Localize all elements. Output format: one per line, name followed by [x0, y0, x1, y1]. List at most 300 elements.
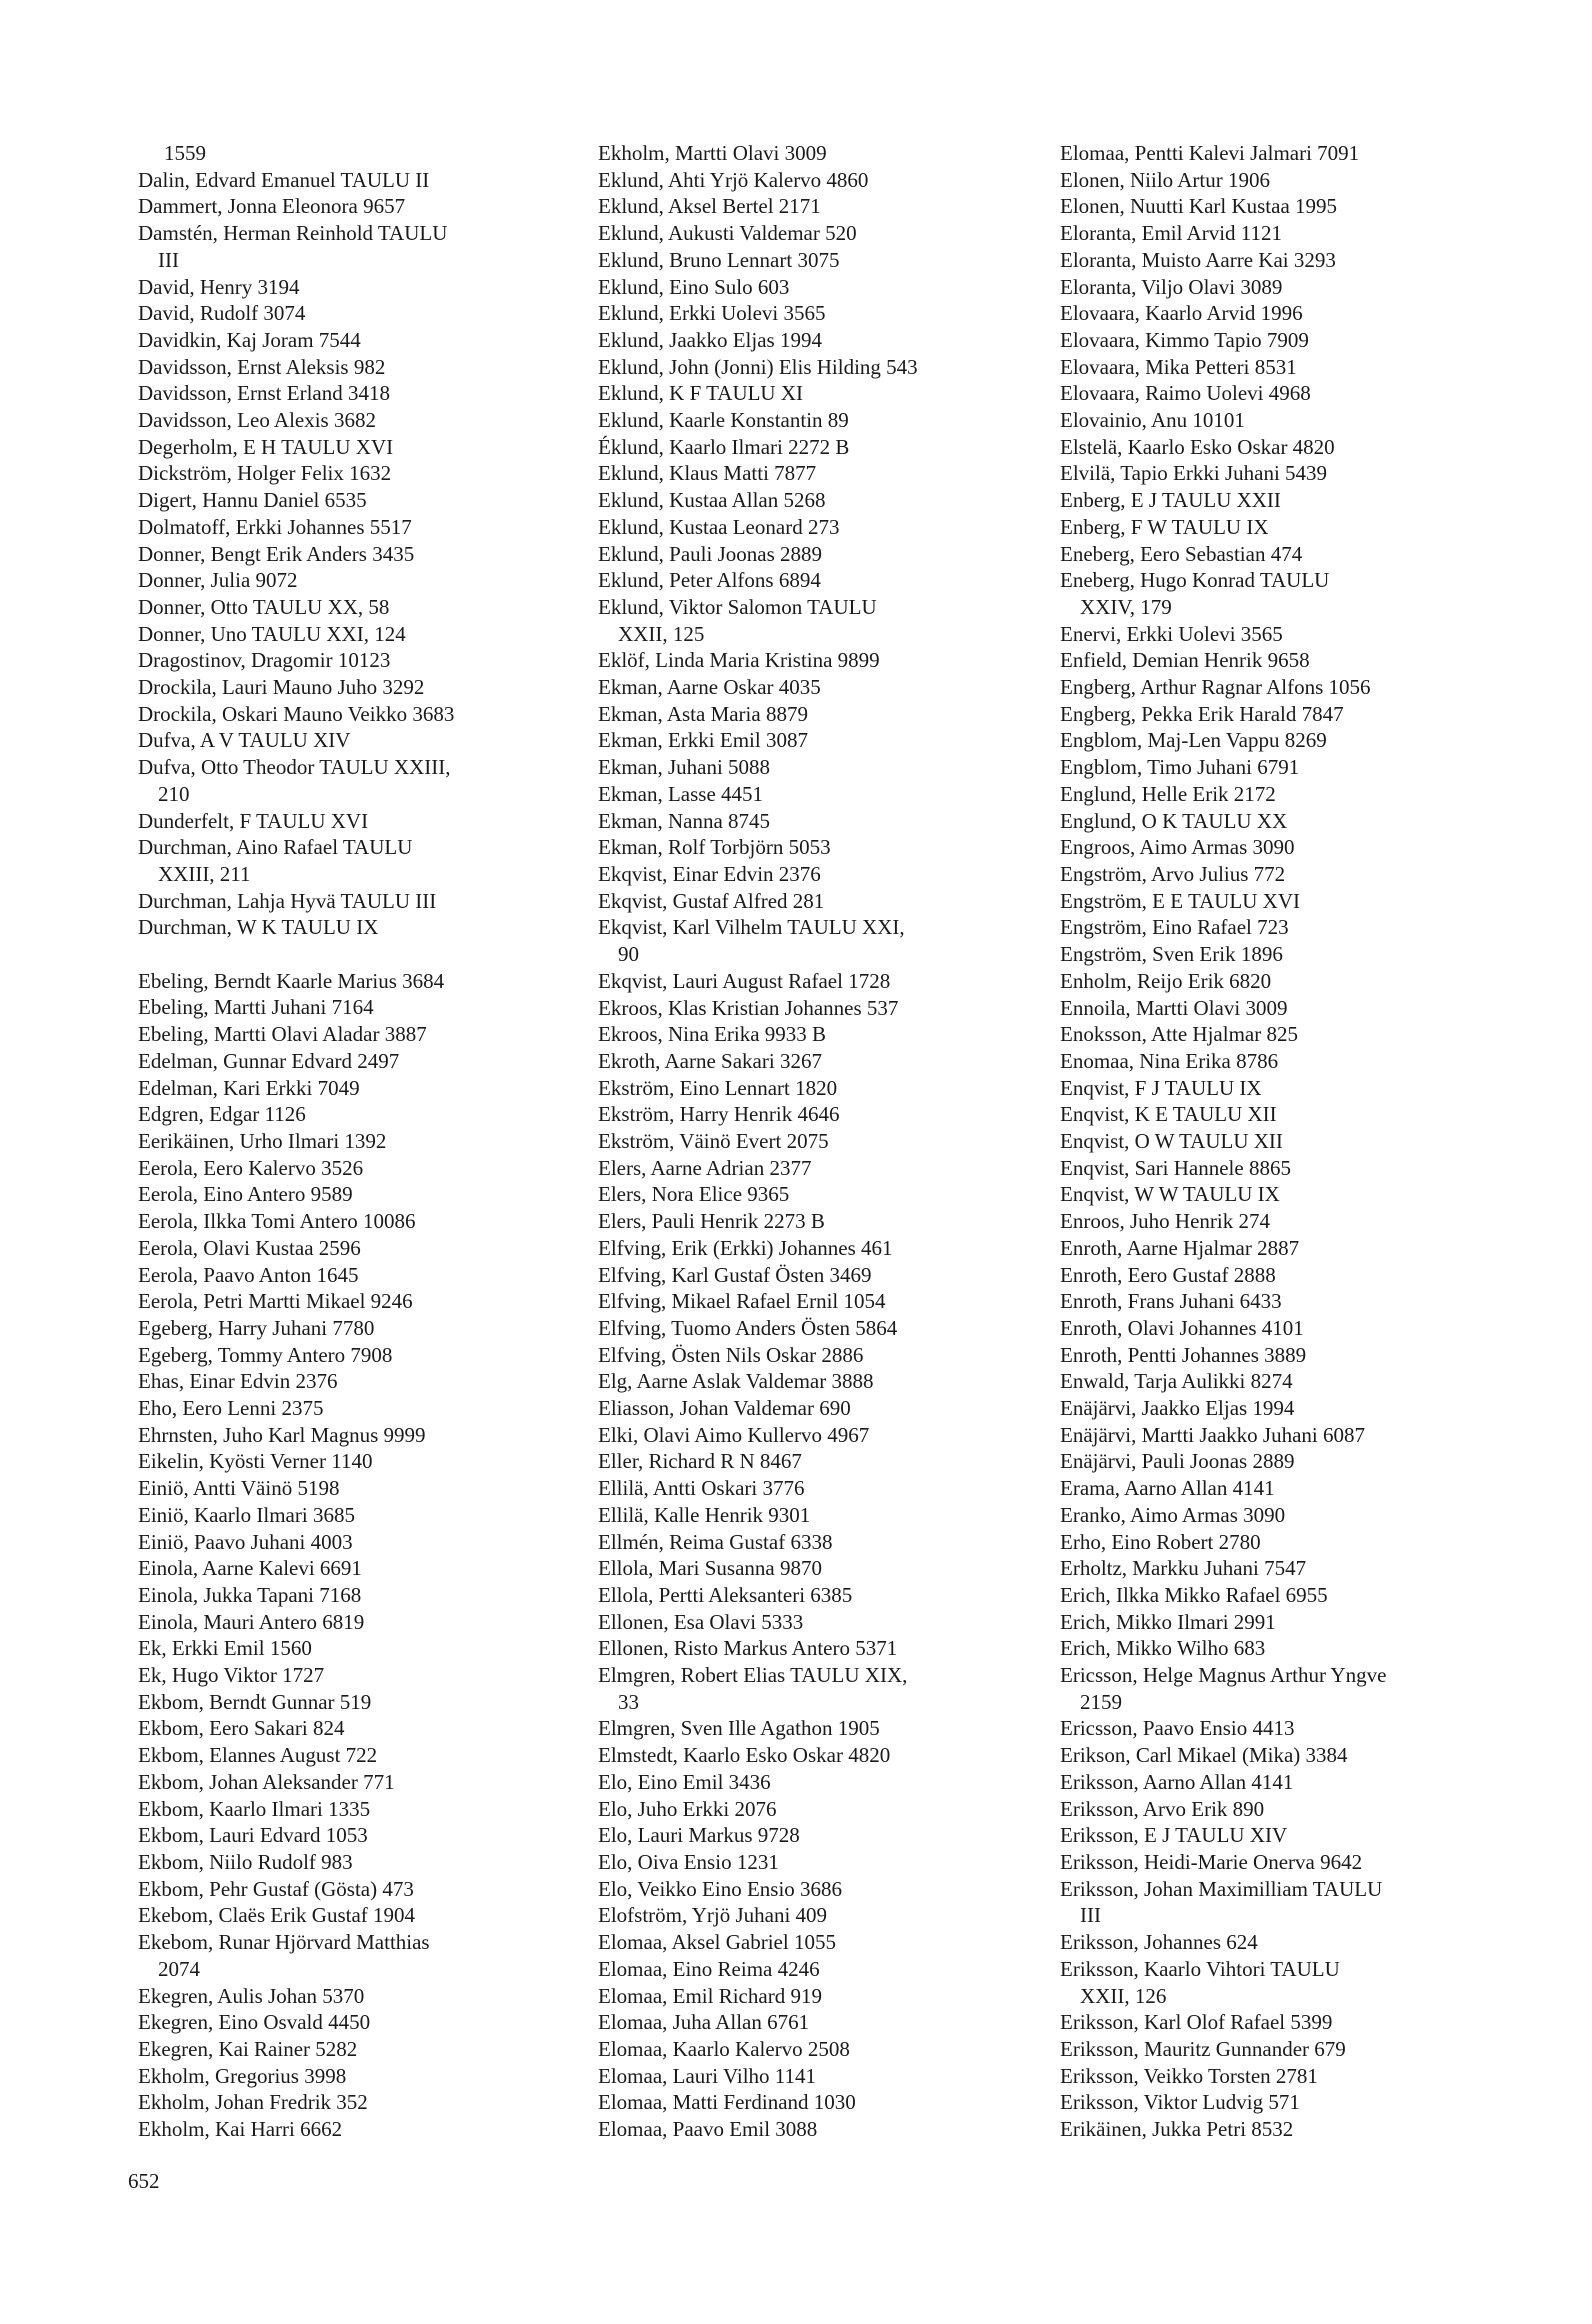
entries-column-2 — [598, 140, 1028, 2143]
index-entry — [1060, 1529, 1490, 1556]
entry-text: Ekman, Nanna 8745 — [598, 808, 771, 833]
entry-text: Ebeling, Martti Olavi Aladar 3887 — [138, 1022, 427, 1047]
index-entry — [138, 1662, 568, 1689]
page-number: 652 — [128, 2169, 160, 2193]
entry-text: Eklund, Peter Alfons 6894 — [598, 568, 821, 593]
entry-text: Durchman, Lahja Hyvä TAULU III — [138, 888, 437, 913]
index-entry — [138, 274, 568, 301]
index-entry — [138, 888, 568, 915]
entry-text: Elovaara, Raimo Uolevi 4968 — [1060, 381, 1311, 406]
entry-continuation: XXIII, 211 — [158, 861, 251, 886]
index-entry — [598, 1582, 1028, 1609]
entry-text: Elers, Pauli Henrik 2273 B — [598, 1209, 825, 1234]
entry-text: Eranko, Aimo Armas 3090 — [1060, 1502, 1286, 1527]
index-entry — [1060, 834, 1490, 861]
entry-text: Engström, E E TAULU XVI — [1060, 888, 1300, 913]
entry-text: Engblom, Timo Juhani 6791 — [1060, 755, 1300, 780]
index-entry — [1060, 1822, 1490, 1849]
index-entry — [1060, 1929, 1490, 1956]
index-entry — [138, 407, 568, 434]
index-entry — [1060, 2063, 1490, 2090]
entry-text: Ellilä, Kalle Henrik 9301 — [598, 1502, 811, 1527]
index-entry — [1060, 167, 1490, 194]
index-entry — [598, 1849, 1028, 1876]
index-entry — [1060, 1368, 1490, 1395]
index-entry — [1060, 1609, 1490, 1636]
entry-text: Eriksson, Viktor Ludvig 571 — [1060, 2090, 1300, 2115]
entry-text: Eklund, Kaarle Konstantin 89 — [598, 408, 849, 433]
entry-text: Éklund, Kaarlo Ilmari 2272 B — [598, 434, 850, 459]
index-entry — [138, 914, 568, 941]
entry-text: Enfield, Demian Henrik 9658 — [1060, 648, 1310, 673]
entry-text: Ekroos, Klas Kristian Johannes 537 — [598, 995, 899, 1020]
index-entry — [1060, 567, 1490, 620]
index-entry — [598, 1983, 1028, 2010]
index-entry — [1060, 1635, 1490, 1662]
entry-text: Einiö, Antti Väinö 5198 — [138, 1476, 340, 1501]
index-entry — [138, 1582, 568, 1609]
entry-text: Dickström, Holger Felix 1632 — [138, 461, 392, 486]
index-entry — [138, 1902, 568, 1929]
entry-text: Einola, Jukka Tapani 7168 — [138, 1582, 362, 1607]
entry-text: Enberg, E J TAULU XXII — [1060, 488, 1281, 513]
index-entry — [1060, 1128, 1490, 1155]
index-entry — [1060, 914, 1490, 941]
entry-text: Eklund, Kustaa Allan 5268 — [598, 488, 826, 513]
index-entry — [598, 2009, 1028, 2036]
index-entry — [138, 594, 568, 621]
index-entry — [598, 354, 1028, 381]
entry-text: Ekström, Eino Lennart 1820 — [598, 1075, 838, 1100]
entry-text: Elki, Olavi Aimo Kullervo 4967 — [598, 1422, 870, 1447]
index-entry — [138, 1983, 568, 2010]
entry-text: Ehas, Einar Edvin 2376 — [138, 1369, 338, 1394]
entry-text: Erikäinen, Jukka Petri 8532 — [1060, 2117, 1294, 2142]
index-entry — [598, 1021, 1028, 1048]
index-entry — [1060, 1235, 1490, 1262]
index-entry — [1060, 460, 1490, 487]
entry-text: Eriksson, Arvo Erik 890 — [1060, 1796, 1265, 1821]
entry-text: Eklund, Aksel Bertel 2171 — [598, 194, 821, 219]
index-entry — [598, 1742, 1028, 1769]
entry-text: Engblom, Maj-Len Vappu 8269 — [1060, 728, 1327, 753]
index-entry — [138, 567, 568, 594]
index-entry — [598, 754, 1028, 781]
entry-text: Eriksson, Veikko Torsten 2781 — [1060, 2063, 1318, 2088]
index-entry — [1060, 274, 1490, 301]
entry-text: Degerholm, E H TAULU XVI — [138, 434, 394, 459]
index-entry — [598, 460, 1028, 487]
index-entry — [138, 1288, 568, 1315]
entry-text: Ellilä, Antti Oskari 3776 — [598, 1476, 805, 1501]
index-entry — [1060, 727, 1490, 754]
index-entry — [138, 434, 568, 461]
entries-column-3 — [1060, 140, 1490, 2143]
index-entry — [598, 1475, 1028, 1502]
entry-text: Eklund, Pauli Joonas 2889 — [598, 541, 822, 566]
entry-text: Davidsson, Ernst Aleksis 982 — [138, 354, 386, 379]
entry-text: Enholm, Reijo Erik 6820 — [1060, 968, 1272, 993]
entry-text: Ellonen, Esa Olavi 5333 — [598, 1609, 804, 1634]
index-entry — [598, 647, 1028, 674]
entry-text: Engström, Sven Erik 1896 — [1060, 942, 1283, 967]
entry-text: Enroth, Olavi Johannes 4101 — [1060, 1315, 1304, 1340]
index-entry — [1060, 1742, 1490, 1769]
index-entry — [1060, 2116, 1490, 2143]
entry-text: Enwald, Tarja Aulikki 8274 — [1060, 1369, 1293, 1394]
entry-text: Ekström, Harry Henrik 4646 — [598, 1102, 840, 1127]
entry-text: Dammert, Jonna Eleonora 9657 — [138, 194, 406, 219]
entry-text: Englund, Helle Erik 2172 — [1060, 781, 1276, 806]
index-entry — [1060, 487, 1490, 514]
entry-text: Ekman, Rolf Torbjörn 5053 — [598, 835, 831, 860]
entry-text: Donner, Bengt Erik Anders 3435 — [138, 541, 415, 566]
index-entry — [598, 220, 1028, 247]
entry-text: Elfving, Tuomo Anders Östen 5864 — [598, 1315, 898, 1340]
index-entry — [598, 888, 1028, 915]
index-entry — [598, 380, 1028, 407]
entry-text: Edelman, Gunnar Edvard 2497 — [138, 1048, 400, 1073]
entry-text: Eriksson, Johannes 624 — [1060, 1930, 1258, 1955]
index-entry — [138, 1422, 568, 1449]
index-entry — [138, 1021, 568, 1048]
entry-text: Edelman, Kari Erkki 7049 — [138, 1075, 360, 1100]
entry-continuation: XXIV, 179 — [1080, 594, 1172, 619]
index-entry — [1060, 1101, 1490, 1128]
entry-text: Enomaa, Nina Erika 8786 — [1060, 1048, 1279, 1073]
index-entry — [138, 2009, 568, 2036]
entry-text: Elofström, Yrjö Juhani 409 — [598, 1903, 828, 1928]
index-entry — [138, 1262, 568, 1289]
index-entry — [598, 914, 1028, 967]
index-entry — [1060, 1956, 1490, 2009]
index-entry — [598, 1395, 1028, 1422]
index-entry — [1060, 220, 1490, 247]
index-entry — [1060, 354, 1490, 381]
index-entry — [1060, 1288, 1490, 1315]
entry-text: Enqvist, O W TAULU XII — [1060, 1129, 1283, 1154]
index-entry — [1060, 193, 1490, 220]
index-entry — [1060, 1021, 1490, 1048]
entry-text: Ekbom, Berndt Gunnar 519 — [138, 1689, 372, 1714]
index-entry — [138, 460, 568, 487]
entry-text: Davidsson, Leo Alexis 3682 — [138, 408, 376, 433]
index-entry — [138, 674, 568, 701]
entry-text: Elvilä, Tapio Erkki Juhani 5439 — [1060, 461, 1328, 486]
entry-text: Enäjärvi, Jaakko Eljas 1994 — [1060, 1396, 1295, 1421]
entry-text: Eklund, Klaus Matti 7877 — [598, 461, 817, 486]
entry-text: Ekbom, Johan Aleksander 771 — [138, 1769, 395, 1794]
entry-text: Ekqvist, Einar Edvin 2376 — [598, 861, 821, 886]
index-entry — [1060, 1048, 1490, 1075]
index-entry — [138, 994, 568, 1021]
index-entry — [138, 1475, 568, 1502]
entry-text: Eerola, Petri Martti Mikael 9246 — [138, 1289, 413, 1314]
index-entry — [1060, 1208, 1490, 1235]
index-entry — [138, 1155, 568, 1182]
entry-text: Drockila, Lauri Mauno Juho 3292 — [138, 675, 425, 700]
index-entry — [1060, 1448, 1490, 1475]
index-entry — [598, 1502, 1028, 1529]
entry-text: Enäjärvi, Pauli Joonas 2889 — [1060, 1449, 1295, 1474]
entry-text: Enervi, Erkki Uolevi 3565 — [1060, 621, 1283, 646]
entry-text: Eerola, Eero Kalervo 3526 — [138, 1155, 364, 1180]
entry-text: Eklund, Bruno Lennart 3075 — [598, 247, 840, 272]
entry-text: Eriksson, E J TAULU XIV — [1060, 1823, 1288, 1848]
section-gap — [138, 941, 568, 968]
entry-text: Elomaa, Lauri Vilho 1141 — [598, 2063, 817, 2088]
entry-text: Ellola, Pertti Aleksanteri 6385 — [598, 1582, 853, 1607]
entry-text: Ekholm, Kai Harri 6662 — [138, 2117, 343, 2142]
entry-text: Elmstedt, Kaarlo Esko Oskar 4820 — [598, 1743, 891, 1768]
index-entry — [598, 1609, 1028, 1636]
entry-text: Eriksson, Karl Olof Rafael 5399 — [1060, 2010, 1333, 2035]
entry-text: Enroth, Frans Juhani 6433 — [1060, 1289, 1282, 1314]
entry-text: Elovaara, Kaarlo Arvid 1996 — [1060, 301, 1303, 326]
entry-continuation: 33 — [618, 1689, 639, 1714]
entry-text: Ekbom, Niilo Rudolf 983 — [138, 1849, 353, 1874]
entry-text: Elonen, Nuutti Karl Kustaa 1995 — [1060, 194, 1338, 219]
index-entry — [138, 1448, 568, 1475]
index-entry — [138, 754, 568, 807]
entry-text: David, Henry 3194 — [138, 274, 300, 299]
index-entry — [598, 2116, 1028, 2143]
index-entry — [598, 167, 1028, 194]
entry-text: Elovaara, Mika Petteri 8531 — [1060, 354, 1297, 379]
entry-text: Ekebom, Runar Hjörvard Matthias — [138, 1930, 430, 1955]
entry-text: Dolmatoff, Erkki Johannes 5517 — [138, 514, 412, 539]
entry-text: Elomaa, Matti Ferdinand 1030 — [598, 2090, 856, 2115]
entry-text: Enqvist, F J TAULU IX — [1060, 1075, 1262, 1100]
index-entry — [598, 1662, 1028, 1715]
entry-text: Einola, Mauri Antero 6819 — [138, 1609, 365, 1634]
entry-text: Eklund, Jaakko Eljas 1994 — [598, 327, 822, 352]
entry-text: Engström, Arvo Julius 772 — [1060, 861, 1286, 886]
entry-text: Eloranta, Emil Arvid 1121 — [1060, 221, 1283, 246]
index-entry — [1060, 2009, 1490, 2036]
entry-text: Einiö, Kaarlo Ilmari 3685 — [138, 1502, 355, 1527]
entry-text: Eklund, John (Jonni) Elis Hilding 543 — [598, 354, 918, 379]
entry-text: Eklund, Aukusti Valdemar 520 — [598, 221, 857, 246]
index-entry — [1060, 1075, 1490, 1102]
entry-text: Ekebom, Claës Erik Gustaf 1904 — [138, 1903, 416, 1928]
entry-text: Ekqvist, Gustaf Alfred 281 — [598, 888, 825, 913]
index-entry — [598, 434, 1028, 461]
index-entry — [138, 1689, 568, 1716]
index-entry — [1060, 1155, 1490, 1182]
index-entry — [598, 1048, 1028, 1075]
index-entry — [1060, 1342, 1490, 1369]
index-entry — [598, 674, 1028, 701]
entry-text: Dalin, Edvard Emanuel TAULU II — [138, 167, 430, 192]
entry-text: Donner, Uno TAULU XXI, 124 — [138, 621, 406, 646]
entry-text: Engberg, Arthur Ragnar Alfons 1056 — [1060, 675, 1371, 700]
index-entry — [598, 1368, 1028, 1395]
index-entry — [598, 1956, 1028, 1983]
index-entry — [138, 968, 568, 995]
index-entry — [138, 2036, 568, 2063]
entry-text: Enqvist, K E TAULU XII — [1060, 1102, 1277, 1127]
entry-text: Erho, Eino Robert 2780 — [1060, 1529, 1261, 1554]
entry-text: Dufva, A V TAULU XIV — [138, 728, 351, 753]
entry-text: Dufva, Otto Theodor TAULU XXIII, — [138, 755, 451, 780]
entry-text: Donner, Julia 9072 — [138, 568, 298, 593]
index-entry — [138, 1395, 568, 1422]
index-entry — [598, 1769, 1028, 1796]
index-entry — [1060, 1849, 1490, 1876]
entry-text: Erich, Mikko Ilmari 2991 — [1060, 1609, 1276, 1634]
entry-text: Elmgren, Robert Elias TAULU XIX, — [598, 1663, 908, 1688]
index-entry — [598, 567, 1028, 594]
entry-text: Donner, Otto TAULU XX, 58 — [138, 594, 390, 619]
index-entry — [598, 327, 1028, 354]
entry-text: Ekbom, Lauri Edvard 1053 — [138, 1823, 368, 1848]
entry-text: Ellonen, Risto Markus Antero 5371 — [598, 1636, 898, 1661]
index-entry — [138, 647, 568, 674]
entry-text: Eklöf, Linda Maria Kristina 9899 — [598, 648, 880, 673]
entry-text: Elfving, Karl Gustaf Östen 3469 — [598, 1262, 872, 1287]
index-entry — [138, 1315, 568, 1342]
index-entry — [138, 1822, 568, 1849]
index-entry — [598, 594, 1028, 647]
entry-text: Ekegren, Aulis Johan 5370 — [138, 1983, 365, 2008]
entries-column-1 — [138, 167, 568, 2143]
entry-text: Eloranta, Viljo Olavi 3089 — [1060, 274, 1283, 299]
entry-text: Ek, Erkki Emil 1560 — [138, 1636, 312, 1661]
entry-text: Ekman, Lasse 4451 — [598, 781, 764, 806]
index-entry — [598, 1929, 1028, 1956]
index-entry — [1060, 941, 1490, 968]
entry-text: Eklund, Eino Sulo 603 — [598, 274, 790, 299]
entry-text: Eriksson, Heidi-Marie Onerva 9642 — [1060, 1850, 1363, 1874]
index-entry — [138, 1769, 568, 1796]
index-entry — [138, 1715, 568, 1742]
entry-text: Elfving, Mikael Rafael Ernil 1054 — [598, 1289, 886, 1314]
index-entry — [1060, 781, 1490, 808]
entry-text: Enberg, F W TAULU IX — [1060, 514, 1269, 539]
entry-text: Elmgren, Sven Ille Agathon 1905 — [598, 1716, 880, 1741]
entry-text: Elo, Eino Emil 3436 — [598, 1769, 771, 1794]
index-column-1 — [138, 140, 568, 2143]
entry-text: Dunderfelt, F TAULU XVI — [138, 808, 369, 833]
entry-text: Eneberg, Eero Sebastian 474 — [1060, 541, 1303, 566]
index-entry — [598, 1075, 1028, 1102]
index-entry — [598, 1555, 1028, 1582]
index-entry — [138, 1555, 568, 1582]
entry-text: Ek, Hugo Viktor 1727 — [138, 1663, 325, 1688]
index-entry — [1060, 995, 1490, 1022]
entry-text: Elonen, Niilo Artur 1906 — [1060, 167, 1270, 192]
entry-text: Engström, Eino Rafael 723 — [1060, 915, 1289, 940]
entry-text: Ekbom, Elannes August 722 — [138, 1743, 378, 1768]
entry-text: David, Rudolf 3074 — [138, 301, 306, 326]
index-entry — [138, 1208, 568, 1235]
index-entry — [1060, 1475, 1490, 1502]
index-entry — [598, 2063, 1028, 2090]
entry-text: Egeberg, Harry Juhani 7780 — [138, 1315, 375, 1340]
index-entry — [598, 1715, 1028, 1742]
index-entry — [598, 1422, 1028, 1449]
index-entry — [1060, 541, 1490, 568]
index-entry — [1060, 861, 1490, 888]
index-entry — [138, 2089, 568, 2116]
entry-text: Eikelin, Kyösti Verner 1140 — [138, 1449, 373, 1474]
index-entry — [598, 968, 1028, 995]
entry-text: Erama, Aarno Allan 4141 — [1060, 1476, 1275, 1501]
index-entry — [598, 1128, 1028, 1155]
entry-text: Ekbom, Kaarlo Ilmari 1335 — [138, 1796, 371, 1821]
index-entry — [138, 327, 568, 354]
index-entry — [1060, 247, 1490, 274]
entry-text: Engberg, Pekka Erik Harald 7847 — [1060, 701, 1344, 726]
index-entry — [1060, 888, 1490, 915]
index-entry — [138, 1929, 568, 1982]
index-entry — [1060, 621, 1490, 648]
entry-text: Elomaa, Emil Richard 919 — [598, 1983, 822, 2008]
index-entry — [598, 1155, 1028, 1182]
entry-text: Davidkin, Kaj Joram 7544 — [138, 327, 361, 352]
index-entry — [1060, 701, 1490, 728]
index-entry — [138, 193, 568, 220]
index-entry — [1060, 380, 1490, 407]
entry-text: Elo, Lauri Markus 9728 — [598, 1823, 800, 1848]
index-entry — [138, 1529, 568, 1556]
index-entry — [138, 1876, 568, 1903]
entry-text: Elomaa, Aksel Gabriel 1055 — [598, 1930, 836, 1955]
entry-text: Eho, Eero Lenni 2375 — [138, 1396, 324, 1421]
index-entry — [138, 487, 568, 514]
entry-continuation: 90 — [618, 942, 639, 967]
entry-text: Englund, O K TAULU XX — [1060, 808, 1288, 833]
entry-text: Ericsson, Helge Magnus Arthur Yngve — [1060, 1663, 1387, 1688]
index-entry — [598, 834, 1028, 861]
entry-text: Ekström, Väinö Evert 2075 — [598, 1129, 829, 1154]
index-entry — [598, 1181, 1028, 1208]
entry-text: Ekman, Asta Maria 8879 — [598, 701, 808, 726]
entry-text: Ekegren, Kai Rainer 5282 — [138, 2036, 358, 2061]
entry-text: Ekqvist, Karl Vilhelm TAULU XXI, — [598, 915, 905, 940]
entry-text: Digert, Hannu Daniel 6535 — [138, 488, 367, 513]
entry-text: Elg, Aarne Aslak Valdemar 3888 — [598, 1369, 874, 1394]
entry-text: Elo, Oiva Ensio 1231 — [598, 1850, 779, 1874]
entry-text: Eerola, Ilkka Tomi Antero 10086 — [138, 1209, 416, 1234]
index-entry — [598, 487, 1028, 514]
index-entry — [138, 514, 568, 541]
index-entry — [138, 1235, 568, 1262]
index-entry — [598, 300, 1028, 327]
entry-text: Ekholm, Johan Fredrik 352 — [138, 2090, 368, 2115]
index-entry — [598, 140, 1028, 167]
entry-text: Elomaa, Pentti Kalevi Jalmari 7091 — [1060, 141, 1360, 165]
entry-text: Ekholm, Gregorius 3998 — [138, 2063, 347, 2088]
index-entry — [138, 1796, 568, 1823]
entry-text: Eloranta, Muisto Aarre Kai 3293 — [1060, 247, 1336, 272]
index-entry — [598, 1315, 1028, 1342]
entry-text: Ekbom, Eero Sakari 824 — [138, 1716, 345, 1741]
entry-text: Eller, Richard R N 8467 — [598, 1449, 802, 1474]
entry-text: Eerola, Paavo Anton 1645 — [138, 1262, 359, 1287]
entry-text: Eklund, K F TAULU XI — [598, 381, 804, 406]
entry-continuation: 2159 — [1080, 1689, 1122, 1714]
index-entry — [598, 1796, 1028, 1823]
entry-text: Davidsson, Ernst Erland 3418 — [138, 381, 390, 406]
index-entry — [598, 1288, 1028, 1315]
entry-text: Egeberg, Tommy Antero 7908 — [138, 1342, 393, 1367]
index-entry — [1060, 1502, 1490, 1529]
entry-text: Eriksson, Johan Maximilliam TAULU — [1060, 1876, 1383, 1901]
index-entry — [138, 1502, 568, 1529]
index-entry — [1060, 1715, 1490, 1742]
